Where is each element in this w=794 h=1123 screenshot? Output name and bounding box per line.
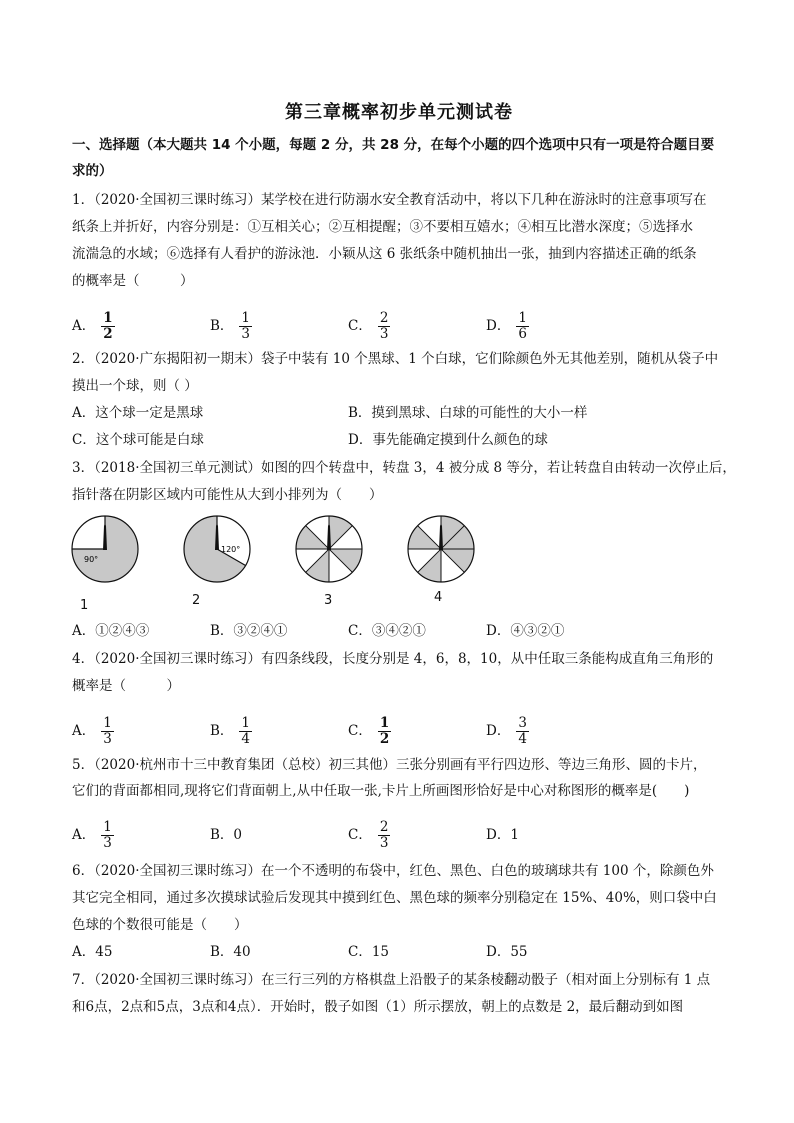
fraction: $\frac{1}{3}$	[241, 310, 251, 342]
q2-option-d[interactable]: D．事先能确定摸到什么颜色的球	[348, 432, 548, 448]
q4-option-c[interactable]: C． $\frac{1}{2}$	[348, 715, 390, 747]
fraction: $\frac{1}{4}$	[241, 715, 251, 747]
fraction: $\frac{2}{3}$	[379, 819, 389, 851]
q7-line-2: 和6点，2点和5点，3点和4点）．开始时，骰子如图（1）所示摆放，朝上的点数是 2，最后翻动到如图	[72, 999, 684, 1015]
q1-option-b[interactable]: B． $\frac{1}{3}$	[210, 310, 251, 342]
q1-line-2: 纸条上并折好，内容分别是：①互相关心；②互相提醒；③不要相互嬉水；④相互比潜水深度；⑤选择水	[72, 219, 693, 235]
q4-line-1: 4．（2020·全国初三课时练习）有四条线段，长度分别是 4，6，8，10，从中任取三条能构成直角三角形的	[72, 651, 714, 667]
q7-line-1: 7．（2020·全国初三课时练习）在三行三列的方格棋盘上沿骰子的某条棱翻动骰子（相对面上分别标有 1 点	[72, 972, 711, 988]
fraction: $\frac{2}{3}$	[379, 310, 389, 342]
fraction: $\frac{1}{2}$	[379, 715, 390, 747]
spinner-1-label: 1	[80, 598, 89, 613]
q3-option-c[interactable]: C．③④②①	[348, 623, 426, 639]
spinner-2-figure	[182, 514, 252, 584]
q6-line-2: 其它完全相同，通过多次摸球试验后发现其中摸到红色、黑色球的频率分别稳定在 15%、40%，则口袋中白	[72, 890, 717, 906]
q2-option-b[interactable]: B．摸到黑球、白球的可能性的大小一样	[348, 405, 588, 421]
spinner-2-angle-label: 120°	[221, 545, 241, 554]
q3-line-2: 指针落在阴影区域内可能性从大到小排列为（ ）	[72, 487, 383, 503]
section-heading-line-2: 求的）	[72, 163, 113, 179]
q3-option-a[interactable]: A．①②④③	[72, 623, 150, 639]
fraction: $\frac{1}{6}$	[518, 310, 527, 342]
q6-line-3: 色球的个数很可能是（ ）	[72, 917, 248, 933]
fraction: $\frac{1}{3}$	[103, 819, 112, 851]
q2-option-a[interactable]: A．这个球一定是黑球	[72, 405, 204, 421]
q2-line-2: 摸出一个球，则（ ）	[72, 378, 198, 394]
q5-option-b[interactable]: B．0	[210, 827, 243, 843]
q5-option-d[interactable]: D．1	[486, 827, 519, 843]
spinner-3-label: 3	[324, 593, 333, 608]
q3-option-b[interactable]: B．③②④①	[210, 623, 288, 639]
section-heading-line-1: 一、选择题（本大题共 14 个小题，每题 2 分，共 28 分，在每个小题的四个选项中只有一项是符合题目要	[72, 137, 715, 153]
fraction: $\frac{1}{3}$	[103, 715, 112, 747]
q6-option-d[interactable]: D．55	[486, 944, 528, 960]
spinner-4-label: 4	[434, 590, 443, 605]
spinner-2-label: 2	[192, 593, 201, 608]
q1-option-a[interactable]: A． $\frac{1}{2}$	[72, 310, 113, 342]
q3-option-d[interactable]: D．④③②①	[486, 623, 565, 639]
q5-line-1: 5．（2020·杭州市十三中教育集团（总校）初三其他）三张分别画有平行四边形、等边三角形、圆的卡片，	[72, 757, 707, 773]
q4-option-a[interactable]: A． $\frac{1}{3}$	[72, 715, 112, 747]
q1-option-c[interactable]: C． $\frac{2}{3}$	[348, 310, 389, 342]
q2-option-c[interactable]: C．这个球可能是白球	[72, 432, 204, 448]
q6-option-a[interactable]: A．45	[72, 944, 113, 960]
q1-line-3: 流湍急的水域；⑥选择有人看护的游泳池．小颖从这 6 张纸条中随机抽出一张，抽到内容描述正确的纸条	[72, 246, 697, 262]
fraction: $\frac{3}{4}$	[518, 715, 527, 747]
q2-line-1: 2．（2020·广东揭阳初一期末）袋子中装有 10 个黑球、1 个白球，它们除颜色外无其他差别，随机从袋子中	[72, 351, 719, 367]
q1-line-4: 的概率是（ ）	[72, 273, 194, 289]
q1-option-d[interactable]: D． $\frac{1}{6}$	[486, 310, 527, 342]
q6-option-b[interactable]: B．40	[210, 944, 251, 960]
q4-option-d[interactable]: D． $\frac{3}{4}$	[486, 715, 527, 747]
spinner-1-figure	[70, 514, 140, 584]
spinner-1-angle-label: 90°	[84, 555, 99, 564]
q4-line-2: 概率是（ ）	[72, 678, 180, 694]
spinner-4-figure	[406, 514, 476, 584]
q3-line-1: 3．（2018·全国初三单元测试）如图的四个转盘中，转盘 3，4 被分成 8 等分，若让转盘自由转动一次停止后，	[72, 460, 736, 476]
q4-option-b[interactable]: B． $\frac{1}{4}$	[210, 715, 251, 747]
page-title: 第三章概率初步单元测试卷	[285, 102, 513, 123]
q5-line-2: 它们的背面都相同,现将它们背面朝上,从中任取一张,卡片上所画图形恰好是中心对称图形的概率是( )	[72, 783, 690, 799]
q6-option-c[interactable]: C．15	[348, 944, 390, 960]
q5-option-c[interactable]: C． $\frac{2}{3}$	[348, 819, 389, 851]
q1-line-1: 1．（2020·全国初三课时练习）某学校在进行防溺水安全教育活动中，将以下几种在游泳时的注意事项写在	[72, 192, 707, 208]
q6-line-1: 6．（2020·全国初三课时练习）在一个不透明的布袋中，红色、黑色、白色的玻璃球共有 100 个，除颜色外	[72, 863, 714, 879]
fraction: $\frac{1}{2}$	[103, 310, 113, 342]
q5-option-a[interactable]: A． $\frac{1}{3}$	[72, 819, 112, 851]
spinner-3-figure	[294, 514, 364, 584]
